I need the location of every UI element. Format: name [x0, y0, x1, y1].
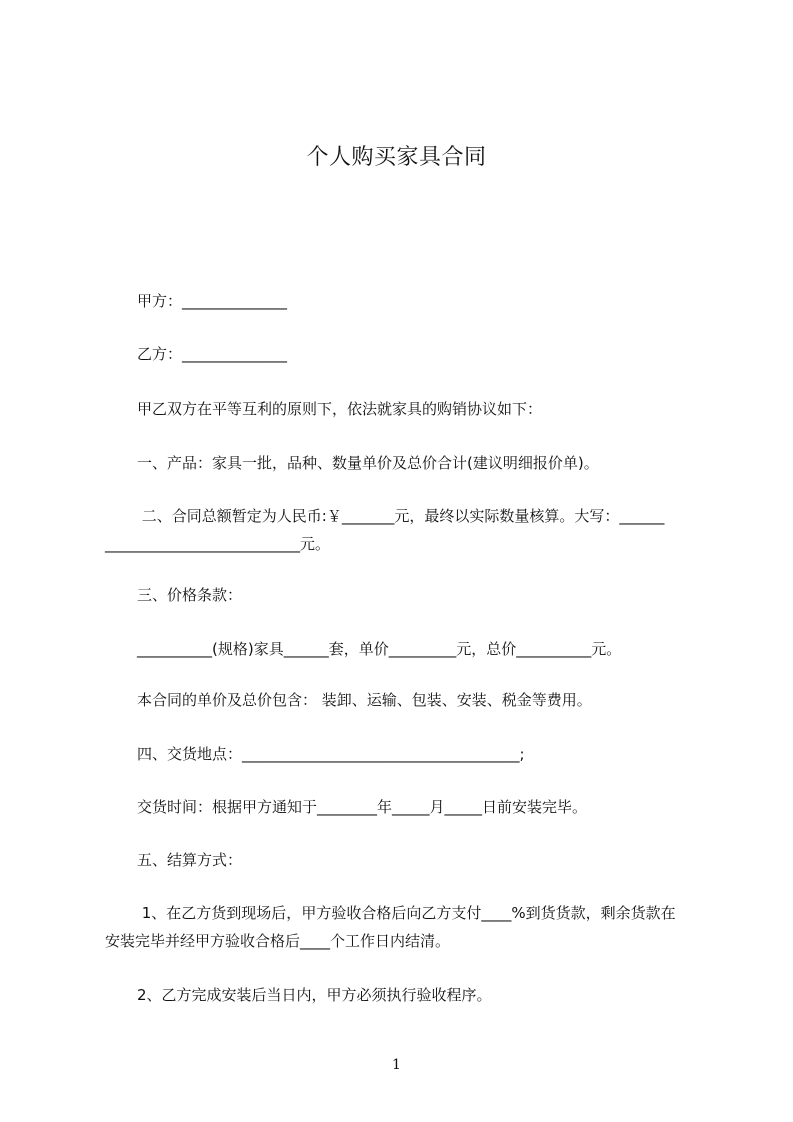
- clause-2-amount-line-2: __________________________元。: [105, 535, 331, 553]
- clause-5-item-1-line-1: 1、在乙方货到现场后，甲方验收合格后向乙方支付____%到货货款，剩余货款在: [137, 904, 676, 922]
- clause-2-amount-line-1: 二、合同总额暂定为人民币:￥_______元，最终以实际数量核算。大写：______: [137, 507, 665, 525]
- clause-3-price-includes: 本合同的单价及总价包含： 装卸、运输、包装、安装、税金等费用。: [137, 691, 592, 709]
- clause-3-spec-line: __________(规格)家具______套，单价_________元，总价__________元。: [137, 640, 622, 658]
- intro-paragraph: 甲乙双方在平等互利的原则下，依法就家具的购销协议如下：: [137, 400, 543, 418]
- clause-3-heading: 三、价格条款：: [137, 586, 243, 604]
- page-number: 1: [392, 1057, 401, 1073]
- clause-4-delivery-time: 交货时间：根据甲方通知于________年_____月_____日前安装完毕。: [137, 798, 588, 816]
- clause-1-product: 一、产品：家具一批，品种、数量单价及总价合计(建议明细报价单)。: [137, 454, 599, 472]
- clause-5-item-1-line-2: 安装完毕并经甲方验收合格后____个工作日内结清。: [105, 932, 451, 950]
- party-b-line: 乙方：______________: [137, 345, 288, 363]
- clause-5-heading: 五、结算方式：: [137, 851, 243, 869]
- clause-4-delivery-location: 四、交货地点：_____________________________________;: [137, 745, 525, 763]
- document-title: 个人购买家具合同: [306, 145, 487, 170]
- party-a-line: 甲方：______________: [137, 292, 288, 310]
- clause-5-item-2: 2、乙方完成安装后当日内，甲方必须执行验收程序。: [137, 986, 492, 1004]
